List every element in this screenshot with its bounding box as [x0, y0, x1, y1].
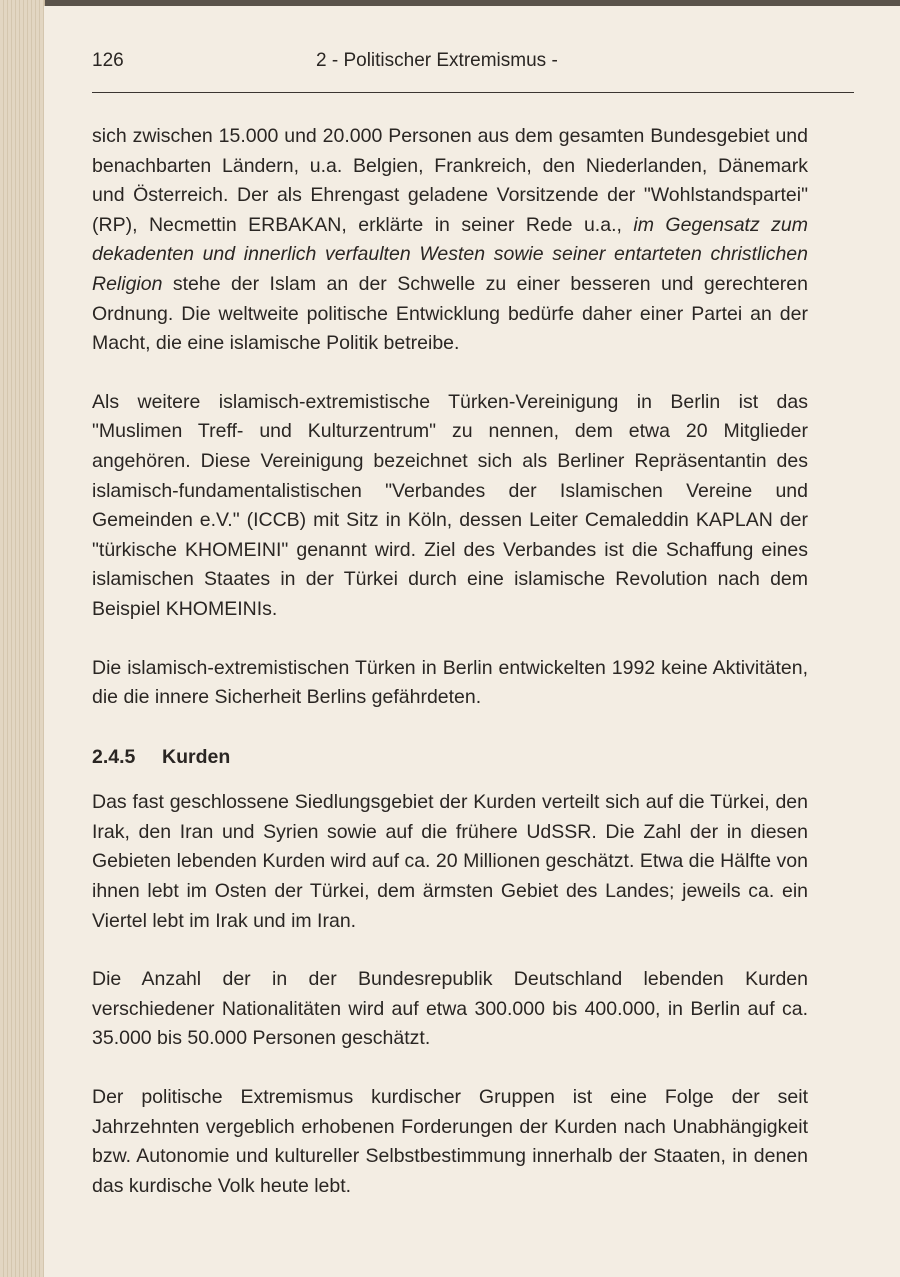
- section-title: Kurden: [162, 745, 231, 768]
- book-page-edges: [0, 0, 45, 1277]
- paragraph-6: Der politische Extremismus kurdischer Gruppen ist eine Folge der seit Jahrzehnten vergeblich erhobenen Forderungen der Kurden nach Unabhängigkeit bzw. Autonomie und kultureller Selbstbestimmung innerhalb der Staaten, in denen das kurdische Volk heute lebt.: [92, 1086, 808, 1197]
- page-body: [92, 122, 808, 1230]
- section-number: 2.4.5: [92, 745, 136, 768]
- paragraph-1-text-b: stehe der Islam an der Schwelle zu einer besseren und gerechteren Ordnung. Die weltweite politische Entwicklung bedürfe daher einer Partei an der Macht, die eine islamische Politik betreibe.: [92, 272, 808, 355]
- paragraph-3: Die islamisch-extremistischen Türken in Berlin entwickelten 1992 keine Aktivitäten, die die innere Sicherheit Berlins gefährdeten.: [92, 656, 808, 709]
- paragraph-5: Die Anzahl der in der Bundesrepublik Deutschland lebenden Kurden verschiedener Nationalitäten wird auf etwa 300.000 bis 400.000, in Berlin auf ca. 35.000 bis 50.000 Personen geschätzt.: [92, 968, 808, 1050]
- section-heading: [92, 743, 808, 773]
- running-title: 2 - Politischer Extremismus -: [316, 50, 558, 71]
- paragraph-4: Das fast geschlossene Siedlungsgebiet der Kurden verteilt sich auf die Türkei, den Irak, den Iran und Syrien sowie auf die frühere UdSSR. Die Zahl der in diesen Gebieten lebenden Kurden wird auf ca. 20 Millionen geschätzt. Etwa die Hälfte von ihnen lebt im Osten der Türkei, dem ärmsten Gebiet des Landes; jeweils ca. ein Viertel lebt im Irak und im Iran.: [92, 791, 808, 932]
- page-header: [92, 50, 854, 93]
- paragraph-1-quote: im Gegensatz zum dekadenten und innerlich verfaulten Westen sowie seiner entarteten christlichen Religion: [92, 213, 809, 295]
- paragraph-1-text-a: sich zwischen 15.000 und 20.000 Personen aus dem gesamten Bundesgebiet und benachbarten Ländern, u.a. Belgien, Frankreich, den Niederlanden, Dänemark und Österreich. Der als Ehrengast geladene Vorsitzende der "Wohlstandspartei" (RP), Necmettin ERBAKAN, erklärte in seiner Rede u.a.,: [92, 125, 808, 236]
- paragraph-2: Als weitere islamisch-extremistische Türken-Vereinigung in Berlin ist das "Muslimen Treff- und Kulturzentrum" zu nennen, dem etwa 20 Mitglieder angehören. Diese Vereinigung bezeichnet sich als Berliner Repräsentantin des islamisch-fundamentalistischen "Verbandes der Islamischen Vereine und Gemeinden e.V." (ICCB) mit Sitz in Köln, dessen Leiter Cemaleddin KAPLAN der "türkische KHOMEINI" genannt wird. Ziel des Verbandes ist die Schaffung eines islamischen Staates in der Türkei durch eine islamische Revolution nach dem Beispiel KHOMEINIs.: [92, 390, 808, 620]
- page-number: 126: [92, 50, 124, 71]
- paragraph-1: [92, 122, 808, 359]
